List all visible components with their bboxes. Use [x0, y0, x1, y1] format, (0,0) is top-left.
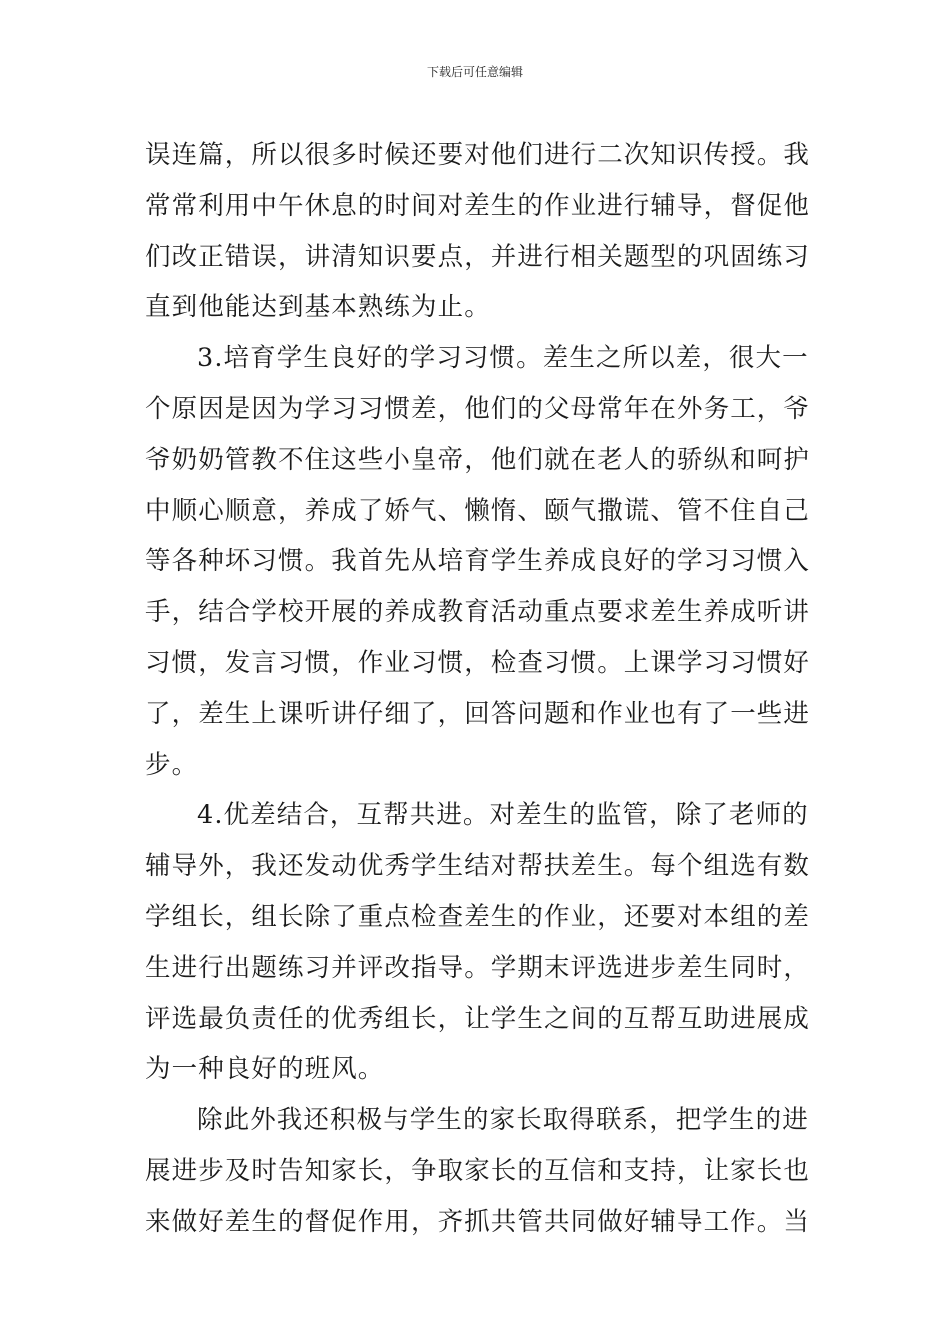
text-line: 步。 — [145, 749, 199, 780]
text-line: 习惯，发言习惯，作业习惯，检查习惯。上课学习习惯好 — [145, 647, 811, 678]
page-header: 下载后可任意编辑 — [426, 65, 523, 79]
text-line: 直到他能达到基本熟练为止。 — [145, 292, 491, 323]
text-line: 常常利用中午休息的时间对差生的作业进行辅导，督促他 — [145, 190, 811, 221]
text-line: 爷奶奶管教不住这些小皇帝，他们就在老人的骄纵和呵护 — [145, 444, 811, 475]
text-line: 除此外我还积极与学生的家长取得联系，把学生的进 — [197, 1105, 809, 1136]
text-line: 们改正错误，讲清知识要点，并进行相关题型的巩固练习 — [145, 241, 811, 272]
text-line: 个原因是因为学习习惯差，他们的父母常年在外务工，爷 — [145, 393, 811, 424]
text-line: 4.优差结合，互帮共进。对差生的监管，除了老师的 — [197, 800, 809, 831]
text-line: 中顺心顺意，养成了娇气、懒惰、颐气撒谎、管不住自己 — [145, 495, 811, 526]
text-line: 评选最负责任的优秀组长，让学生之间的互帮互助进展成 — [145, 1003, 811, 1034]
text-line: 为一种良好的班风。 — [145, 1054, 385, 1085]
text-line: 生进行出题练习并评改指导。学期末评选进步差生同时， — [145, 952, 811, 983]
text-line: 了，差生上课听讲仔细了，回答问题和作业也有了一些进 — [145, 698, 811, 729]
text-line: 误连篇，所以很多时候还要对他们进行二次知识传授。我 — [145, 140, 811, 170]
body-text — [145, 130, 811, 1248]
text-line: 等各种坏习惯。我首先从培育学生养成良好的学习习惯入 — [145, 546, 811, 577]
text-line: 手，结合学校开展的养成教育活动重点要求差生养成听讲 — [145, 597, 811, 628]
text-line: 3.培育学生良好的学习习惯。差生之所以差，很大一 — [197, 343, 809, 374]
text-line: 辅导外，我还发动优秀学生结对帮扶差生。每个组选有数 — [145, 851, 811, 882]
text-line: 来做好差生的督促作用，齐抓共管共同做好辅导工作。当 — [145, 1206, 811, 1237]
text-line: 学组长，组长除了重点检查差生的作业，还要对本组的差 — [145, 901, 811, 932]
text-line: 展进步及时告知家长，争取家长的互信和支持，让家长也 — [145, 1155, 811, 1186]
